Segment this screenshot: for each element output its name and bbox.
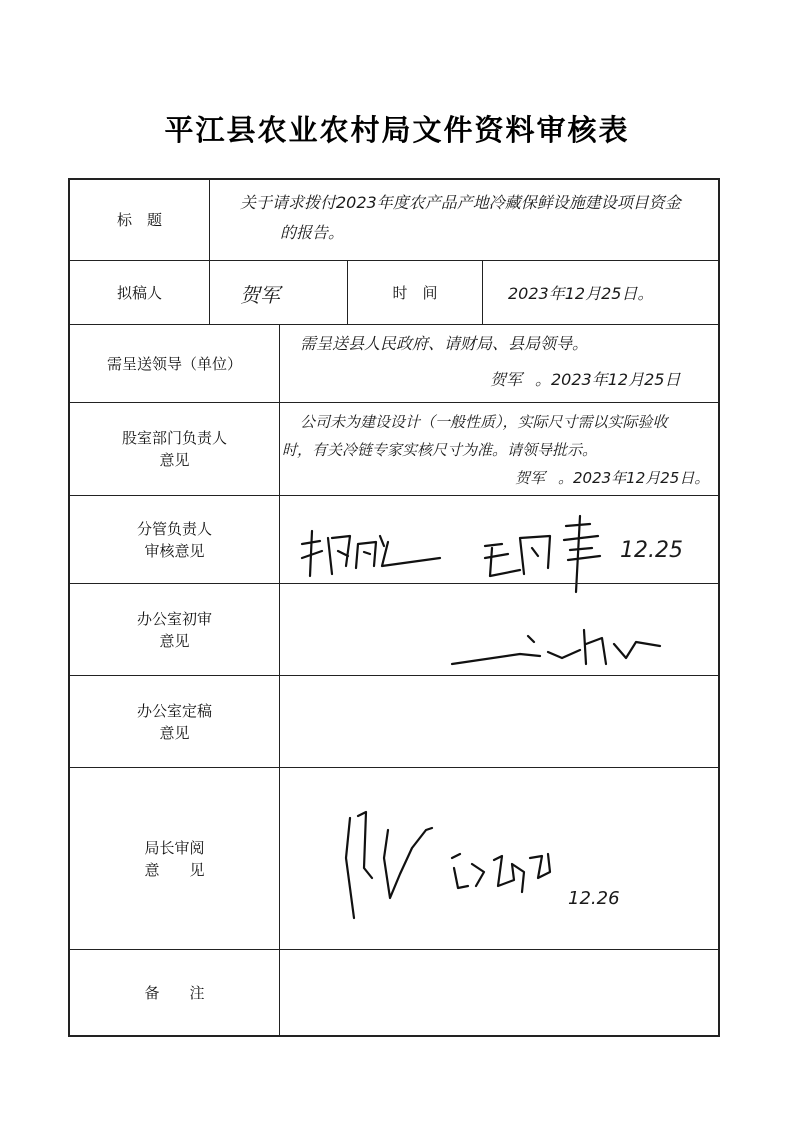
time-value-cell	[483, 261, 718, 324]
document-title: 平江县农业农村局文件资料审核表	[164, 113, 630, 147]
subject-label: 标 题	[70, 180, 210, 260]
submit-value-cell	[280, 325, 718, 402]
row-office-first	[70, 583, 718, 675]
row-submit	[70, 324, 718, 402]
dept-date: 。2023年12月25日。	[558, 469, 710, 487]
row-dept	[70, 402, 718, 495]
remarks-value-cell	[280, 950, 718, 1035]
director-label: 局长审阅 意 见	[70, 768, 280, 949]
time-label: 时 间	[348, 261, 483, 324]
submit-date: 。2023年12月25日	[535, 370, 681, 389]
dept-signature: 贺军	[515, 469, 546, 487]
office-final-value-cell	[280, 676, 718, 767]
drafter-label: 拟稿人	[70, 261, 210, 324]
row-office-final	[70, 675, 718, 767]
drafter-value-cell	[210, 261, 348, 324]
deputy-sign-date: 12.25	[620, 538, 683, 563]
drafter-signature: 贺军	[240, 283, 280, 307]
submit-value: 需呈送县人民政府、请财局、县局领导。	[300, 334, 589, 353]
subject-value-line2: 的报告。	[280, 223, 345, 242]
row-subject	[70, 180, 718, 260]
row-drafter	[70, 260, 718, 324]
subject-value-cell	[210, 180, 718, 260]
time-value: 2023年12月25日。	[508, 284, 654, 303]
dept-value-line2: 时，有关冷链专家实核尺寸为准。请领导批示。	[282, 441, 598, 459]
dept-value-cell	[280, 403, 718, 495]
office-final-label: 办公室定稿 意见	[70, 676, 280, 767]
subject-value-line1: 关于请求拨付2023年度农产品产地冷藏保鲜设施建设项目资金	[240, 193, 681, 212]
office-first-label: 办公室初审 意见	[70, 584, 280, 675]
row-deputy	[70, 495, 718, 583]
deputy-label: 分管负责人 审核意见	[70, 496, 280, 583]
deputy-value-cell	[280, 496, 718, 583]
dept-label: 股室部门负责人 意见	[70, 403, 280, 495]
director-sign-date: 12.26	[568, 888, 620, 909]
dept-value-line1: 公司未为建设设计（一般性质），实际尺寸需以实际验收	[300, 413, 668, 431]
office-first-handwritten-signature	[280, 584, 700, 676]
submit-label: 需呈送领导（单位）	[70, 325, 280, 402]
row-remarks	[70, 949, 718, 1035]
row-director	[70, 767, 718, 949]
review-form-table	[68, 178, 720, 1037]
submit-signature: 贺军	[490, 370, 523, 389]
director-handwritten-signature	[280, 768, 700, 950]
remarks-label: 备 注	[70, 950, 280, 1035]
office-first-value-cell	[280, 584, 718, 675]
director-value-cell	[280, 768, 718, 949]
